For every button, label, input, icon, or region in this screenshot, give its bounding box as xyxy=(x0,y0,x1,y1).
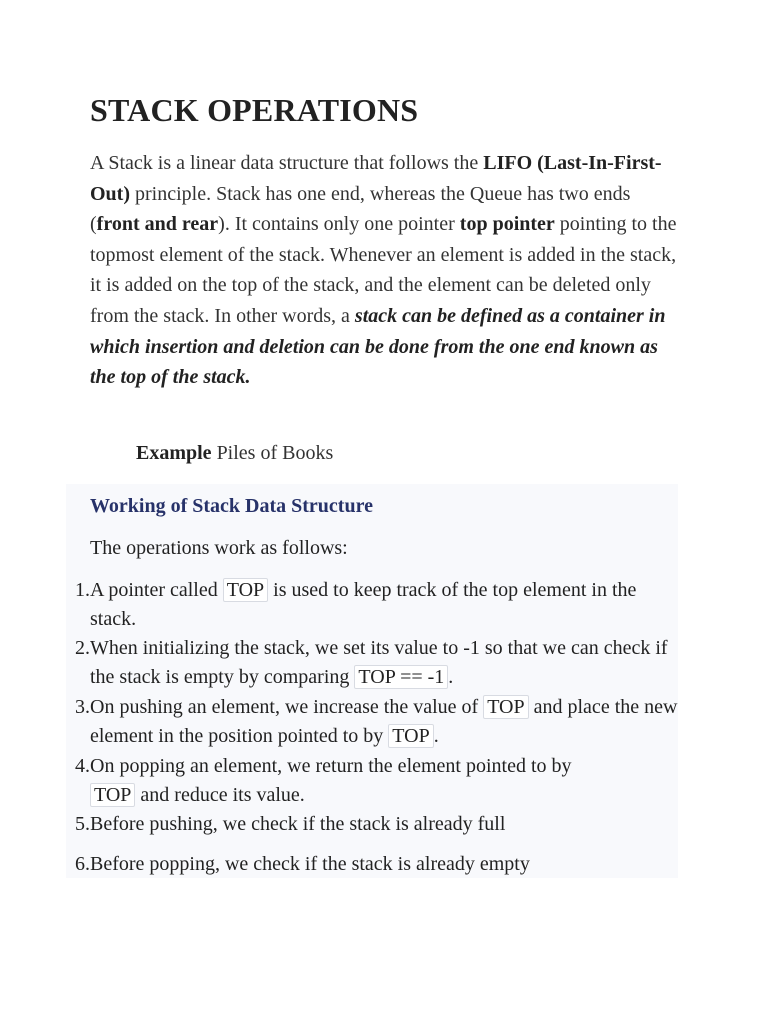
intro-emphasis: stack can be defined as a container in which insertion and deletion can be done from the one end known as the top of the stack. xyxy=(90,304,666,389)
list-item-number: 4. xyxy=(75,755,90,777)
list-item-number: 2. xyxy=(75,637,90,659)
intro-paragraph xyxy=(90,148,680,393)
list-item-number: 1. xyxy=(75,579,90,601)
list-item-text xyxy=(90,693,678,751)
step-text: A pointer called xyxy=(90,579,223,601)
intro-bold-front-rear: front and rear xyxy=(96,213,219,236)
example-text: Piles of Books xyxy=(211,442,334,464)
step-text: On popping an element, we return the element pointed to by xyxy=(90,755,572,777)
step-text: . xyxy=(433,725,439,747)
list-item-text: Before popping, we check if the stack is already empty xyxy=(90,853,530,875)
list-item-text xyxy=(90,752,610,810)
step-text: . xyxy=(448,666,454,688)
operations-intro: The operations work as follows: xyxy=(90,537,348,559)
step-text: and place the new element in the position pointed to by xyxy=(90,696,678,747)
intro-bold-lifo: LIFO (Last-In-First-Out) xyxy=(90,152,662,205)
code-top-equals: TOP == -1 xyxy=(354,665,448,689)
list-item-number: 6. xyxy=(75,853,90,875)
list-item-number: 3. xyxy=(75,696,90,718)
example-label: Example xyxy=(136,442,212,464)
list-item-number: 5. xyxy=(75,813,90,835)
step-text: is used to keep track of the top element in the stack. xyxy=(90,579,637,630)
intro-text-2: principle. Stack has one end, whereas the Queue has two ends ( xyxy=(90,182,631,236)
step-text: On pushing an element, we increase the value of xyxy=(90,696,484,718)
section-heading: Working of Stack Data Structure xyxy=(90,495,373,517)
intro-text-1: A Stack is a linear data structure that follows the xyxy=(90,152,484,174)
intro-text-4: pointing to the topmost element of the stack. Whenever an element is added in the stack, it is added on the top of the stack, and the element can be deleted only from the stack. In other words, a xyxy=(90,213,677,327)
example-line xyxy=(136,438,333,468)
code-top: TOP xyxy=(90,783,135,807)
list-item-text xyxy=(90,576,678,634)
code-top: TOP xyxy=(483,695,528,719)
intro-bold-top-pointer: top pointer xyxy=(459,213,555,236)
list-item-text xyxy=(90,634,678,692)
code-top: TOP xyxy=(388,724,433,748)
list-item-text: Before pushing, we check if the stack is already full xyxy=(90,813,506,835)
intro-text-3: ). It contains only one pointer xyxy=(218,213,460,236)
code-top: TOP xyxy=(223,578,268,602)
step-text: When initializing the stack, we set its value to -1 so that we can check if the stack is empty by comparing xyxy=(90,637,668,688)
page-title: STACK OPERATIONS xyxy=(90,92,419,128)
step-text: and reduce its value. xyxy=(135,784,305,806)
